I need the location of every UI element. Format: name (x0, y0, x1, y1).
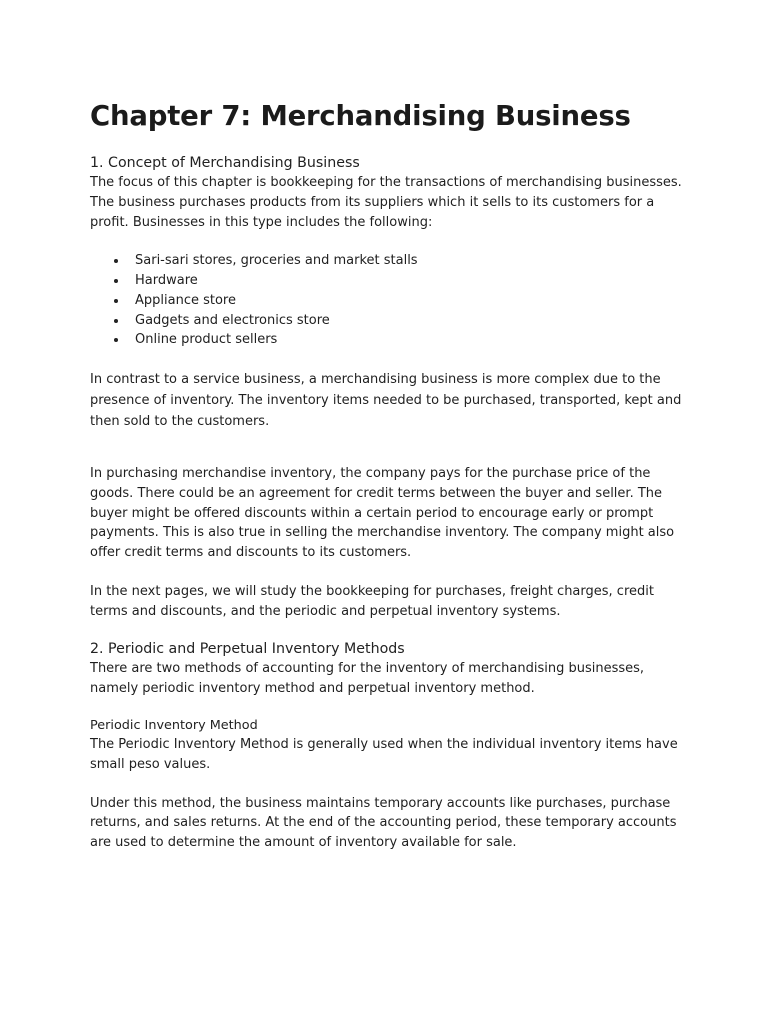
document-page (90, 96, 690, 853)
section-intro-paragraph: The focus of this chapter is bookkeeping for the transactions of merchandising businesses. The business purchases products from its suppliers which it sells to its customers for a profit. Businesses in this type includes the following: (90, 175, 682, 230)
list-item (90, 330, 690, 350)
methods-intro-paragraph: There are two methods of accounting for the inventory of merchandising businesses, namely periodic inventory method and perpetual inventory method. (90, 661, 645, 697)
bullet-icon (114, 279, 118, 283)
list-item (90, 271, 690, 291)
list-item-text: Gadgets and electronics store (135, 312, 330, 328)
list-item (90, 291, 690, 311)
subsection-heading-periodic: Periodic Inventory Method (90, 718, 258, 734)
list-item (90, 251, 690, 271)
bullet-icon (114, 319, 118, 323)
list-item (90, 311, 690, 331)
list-item-text: Online product sellers (135, 332, 278, 348)
section-heading-inventory-methods: 2. Periodic and Perpetual Inventory Methods (90, 641, 405, 658)
bullet-icon (114, 338, 118, 342)
list-item-text: Sari-sari stores, groceries and market stalls (135, 253, 418, 269)
under-method-paragraph: Under this method, the business maintains temporary accounts like purchases, purchase returns, and sales returns. At the end of the accounting period, these temporary accounts are used to determine the amount of inventory available for sale. (90, 795, 677, 851)
purchasing-paragraph: In purchasing merchandise inventory, the company pays for the purchase price of the goods. There could be an agreement for credit terms between the buyer and seller. The buyer might be offered discounts within a certain period to encourage early or prompt payments. This is also true in selling the merchandise inventory. The company might also offer credit terms and discounts to its customers. (90, 465, 675, 561)
chapter-title: Chapter 7: Merchandising Business (90, 100, 631, 132)
periodic-paragraph: The Periodic Inventory Method is generally used when the individual inventory items have small peso values. (90, 737, 678, 772)
contrast-paragraph: In contrast to a service business, a merchandising business is more complex due to the presence of inventory. The inventory items needed to be purchased, transported, kept and then sold to the customers. (90, 371, 682, 429)
list-item-text: Hardware (135, 273, 198, 289)
bullet-icon (114, 259, 118, 263)
list-item-text: Appliance store (135, 292, 236, 308)
section-heading-concept: 1. Concept of Merchandising Business (90, 155, 360, 171)
business-types-list (90, 251, 690, 350)
next-pages-paragraph: In the next pages, we will study the bookkeeping for purchases, freight charges, credit terms and discounts, and the periodic and perpetual inventory systems. (90, 583, 654, 619)
bullet-icon (114, 299, 118, 303)
